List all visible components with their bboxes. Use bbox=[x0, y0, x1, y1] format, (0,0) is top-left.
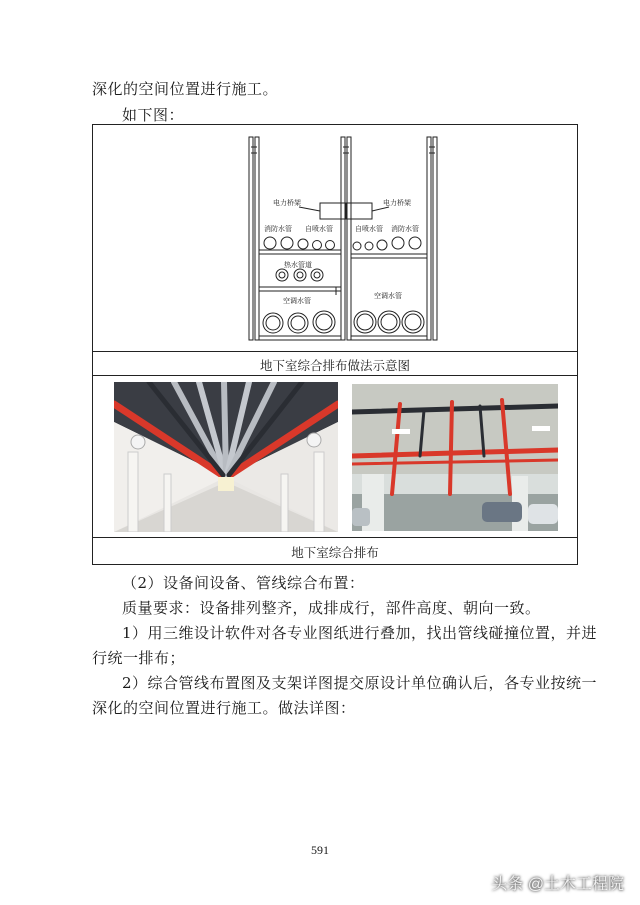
paragraph-continuation: 深化的空间位置进行施工。 bbox=[92, 80, 279, 98]
label-right-ac: 空调水管 bbox=[374, 292, 402, 300]
section-heading: （2）设备间设备、管线综合布置： bbox=[122, 574, 365, 592]
label-hot-water: 热水管道 bbox=[284, 261, 312, 269]
basement-photo-right bbox=[352, 384, 558, 531]
step-1-line-2: 行统一排布； bbox=[92, 649, 186, 667]
page-number: 591 bbox=[311, 843, 329, 857]
label-left-sprinkler: 自喷水管 bbox=[305, 225, 333, 233]
paragraph-intro: 如下图： bbox=[122, 106, 185, 124]
photos-caption: 地下室综合排布 bbox=[291, 545, 379, 560]
diagram-caption: 地下室综合排布做法示意图 bbox=[259, 358, 410, 373]
label-left-ac: 空调水管 bbox=[283, 297, 311, 305]
pipe-layout-diagram bbox=[93, 125, 577, 375]
caption-divider-photos bbox=[93, 537, 577, 538]
label-right-fire: 消防水管 bbox=[391, 225, 419, 233]
step-2-line-2: 深化的空间位置进行施工。做法详图： bbox=[92, 699, 356, 717]
quality-requirement: 质量要求：设备排列整齐，成排成行，部件高度、朝向一致。 bbox=[122, 599, 541, 617]
diagram-frame bbox=[92, 124, 578, 376]
label-right-sprinkler: 自喷水管 bbox=[355, 225, 383, 233]
label-left-fire: 消防水管 bbox=[264, 225, 292, 233]
step-1-line-1: 1）用三维设计软件对各专业图纸进行叠加，找出管线碰撞位置，并进 bbox=[122, 624, 598, 642]
label-left-tray: 电力桥架 bbox=[273, 199, 301, 207]
caption-divider bbox=[93, 351, 577, 352]
label-right-tray: 电力桥架 bbox=[383, 199, 411, 207]
basement-photo-left bbox=[114, 382, 338, 532]
watermark: 头条 @土木工程院 bbox=[491, 876, 624, 893]
photo-frame bbox=[92, 375, 578, 565]
step-2-line-1: 2）综合管线布置图及支架详图提交原设计单位确认后，各专业按统一 bbox=[122, 674, 598, 692]
